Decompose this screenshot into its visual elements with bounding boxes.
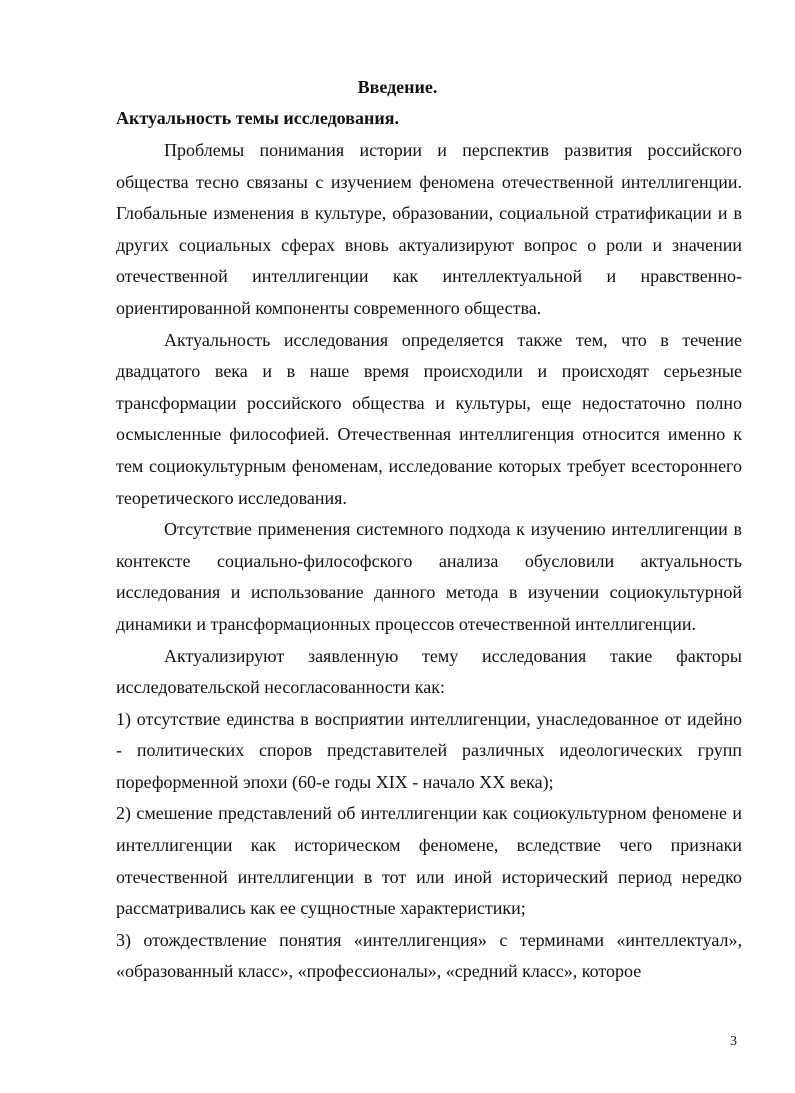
section-heading: Актуальность темы исследования. [116,108,399,128]
list-item: 3) отождествление понятия «интеллигенция» с терминами «интеллектуал», «образованный класс», «профессионалы», «средний класс», которое [116,929,742,982]
paragraph: Актуализируют заявленную тему исследования такие факторы исследовательской несогласованности как: [116,645,742,698]
page-title: Введение. [357,77,438,97]
list-item: 2) смешение представлений об интеллигенции как социокультурном феномене и интеллигенции как историческом феномене, вследствие чего признаки отечественной интеллигенции в тот или иной исторический период нередко рассматривались как ее сущностные характеристики; [116,803,742,919]
page-number: 3 [730,1034,737,1049]
paragraph: Проблемы понимания истории и перспектив развития российского общества тесно связаны с изучением феномена отечественной интеллигенции. Глобальные изменения в культуре, образовании, социальной стратификации и в других социальных сферах вновь актуализируют вопрос о роли и значении отечественной интеллигенции как интеллектуальной и нравственно-ориентированной компоненты современного общества. [116,140,742,318]
paragraph: Актуальность исследования определяется также тем, что в течение двадцатого века и в наше время происходили и происходят серьезные трансформации российского общества и культуры, еще недостаточно полно осмысленные философией. Отечественная интеллигенция относится именно к тем социокультурным феноменам, исследование которых требует всестороннего теоретического исследования. [116,329,742,508]
list-item: 1) отсутствие единства в восприятии интеллигенции, унаследованное от идейно - политических споров представителей различных идеологических групп пореформенной эпохи (60-е годы XIX - начало XX века); [116,708,742,792]
body-text [116,135,742,988]
paragraph: Отсутствие применения системного подхода к изучению интеллигенции в контексте социально-философского анализа обусловили актуальность исследования и использование данного метода в изучении социокультурной динамики и трансформационных процессов отечественной интеллигенции. [116,519,742,634]
